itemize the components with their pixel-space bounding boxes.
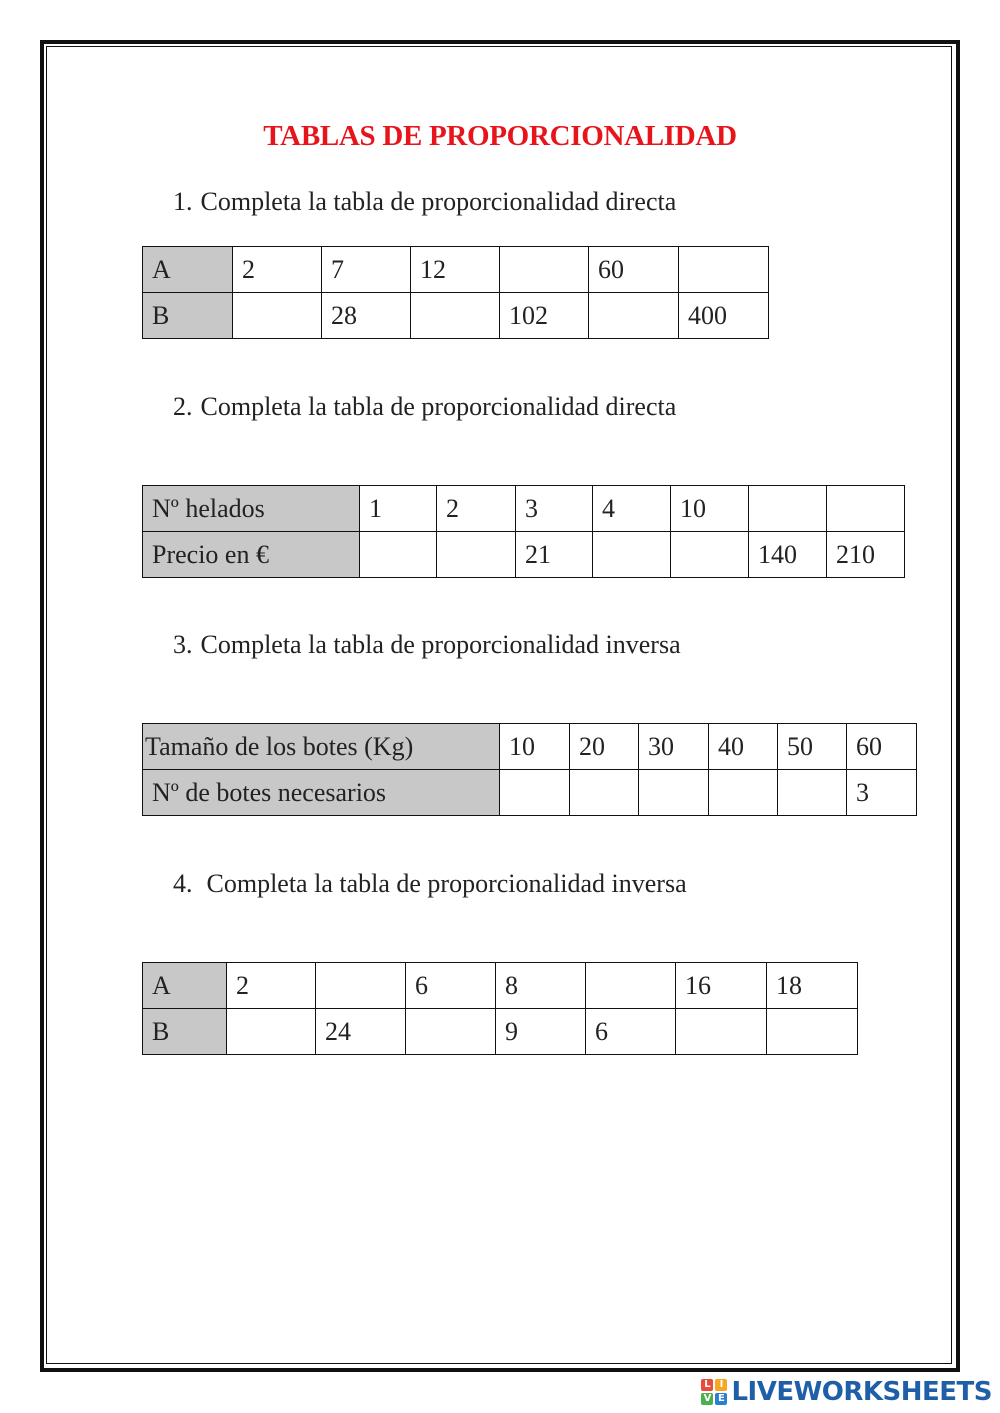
answer-cell[interactable]	[360, 532, 437, 578]
table-row	[143, 247, 769, 293]
table-row	[143, 532, 905, 578]
row-header-cell: Tamaño de los botes (Kg)	[143, 724, 500, 770]
row-header-cell: B	[143, 1009, 227, 1055]
value-cell: 1	[360, 486, 437, 532]
answer-cell[interactable]	[411, 293, 500, 339]
exercise-2-heading	[173, 392, 676, 422]
exercise-3-heading	[173, 630, 681, 660]
value-cell: 9	[496, 1009, 586, 1055]
value-cell: 140	[749, 532, 827, 578]
table-row	[143, 486, 905, 532]
value-cell: 6	[406, 963, 496, 1009]
value-cell: 24	[316, 1009, 406, 1055]
row-header-cell: A	[143, 247, 233, 293]
value-cell: 40	[709, 724, 778, 770]
exercise-4-heading	[173, 869, 687, 899]
value-cell: 16	[676, 963, 767, 1009]
exercise-4-table	[142, 962, 858, 1055]
value-cell: 12	[411, 247, 500, 293]
answer-cell[interactable]	[586, 963, 676, 1009]
value-cell: 18	[767, 963, 858, 1009]
exercise-1-table	[142, 246, 769, 339]
answer-cell[interactable]	[639, 770, 709, 816]
answer-cell[interactable]	[500, 247, 589, 293]
value-cell: 28	[322, 293, 411, 339]
value-cell: 102	[500, 293, 589, 339]
answer-cell[interactable]	[316, 963, 406, 1009]
value-cell: 4	[593, 486, 671, 532]
table-row	[143, 963, 858, 1009]
answer-cell[interactable]	[227, 1009, 316, 1055]
answer-cell[interactable]	[671, 532, 749, 578]
exercise-3-number: 3.	[173, 630, 193, 659]
answer-cell[interactable]	[589, 293, 679, 339]
value-cell: 60	[847, 724, 917, 770]
logo-text: LIVEWORKSHEETS	[731, 1377, 992, 1407]
value-cell: 50	[778, 724, 847, 770]
answer-cell[interactable]	[500, 770, 570, 816]
value-cell: 2	[227, 963, 316, 1009]
value-cell: 30	[639, 724, 709, 770]
row-header-cell: B	[143, 293, 233, 339]
value-cell: 8	[496, 963, 586, 1009]
answer-cell[interactable]	[233, 293, 322, 339]
value-cell: 210	[827, 532, 905, 578]
liveworksheets-logo	[701, 1377, 992, 1407]
row-header-cell: Nº helados	[143, 486, 360, 532]
row-header-cell: Precio en €	[143, 532, 360, 578]
value-cell: 3	[847, 770, 917, 816]
value-cell: 2	[233, 247, 322, 293]
logo-letter: V	[701, 1393, 713, 1405]
value-cell: 7	[322, 247, 411, 293]
answer-cell[interactable]	[679, 247, 769, 293]
value-cell: 6	[586, 1009, 676, 1055]
exercise-1-heading	[173, 187, 676, 217]
value-cell: 10	[671, 486, 749, 532]
exercise-1-instruction: Completa la tabla de proporcionalidad directa	[200, 187, 677, 216]
table-row	[143, 293, 769, 339]
table-row	[143, 724, 917, 770]
table-row	[143, 770, 917, 816]
answer-cell[interactable]	[749, 486, 827, 532]
value-cell: 20	[570, 724, 639, 770]
answer-cell[interactable]	[709, 770, 778, 816]
answer-cell[interactable]	[676, 1009, 767, 1055]
exercise-3-instruction: Completa la tabla de proporcionalidad inversa	[200, 630, 681, 659]
value-cell: 10	[500, 724, 570, 770]
answer-cell[interactable]	[767, 1009, 858, 1055]
logo-letter: E	[715, 1393, 727, 1405]
exercise-1-number: 1.	[173, 187, 193, 216]
value-cell: 21	[516, 532, 593, 578]
answer-cell[interactable]	[778, 770, 847, 816]
value-cell: 400	[679, 293, 769, 339]
exercise-2-instruction: Completa la tabla de proporcionalidad directa	[200, 392, 677, 421]
exercise-2-number: 2.	[173, 392, 193, 421]
value-cell: 60	[589, 247, 679, 293]
exercise-4-number: 4.	[173, 869, 193, 898]
exercise-2-table	[142, 485, 905, 578]
value-cell: 3	[516, 486, 593, 532]
row-header-cell: Nº de botes necesarios	[143, 770, 500, 816]
answer-cell[interactable]	[406, 1009, 496, 1055]
answer-cell[interactable]	[827, 486, 905, 532]
logo-mark-icon	[701, 1379, 727, 1405]
value-cell: 2	[437, 486, 516, 532]
page-border-inner	[46, 46, 952, 1364]
exercise-3-table	[142, 723, 917, 816]
worksheet-title: TABLAS DE PROPORCIONALIDAD	[263, 120, 737, 152]
row-header-cell: A	[143, 963, 227, 1009]
table-row	[143, 1009, 858, 1055]
exercise-4-instruction: Completa la tabla de proporcionalidad inversa	[206, 869, 687, 898]
answer-cell[interactable]	[437, 532, 516, 578]
answer-cell[interactable]	[593, 532, 671, 578]
answer-cell[interactable]	[570, 770, 639, 816]
logo-letter: L	[701, 1379, 713, 1391]
logo-letter: I	[715, 1379, 727, 1391]
